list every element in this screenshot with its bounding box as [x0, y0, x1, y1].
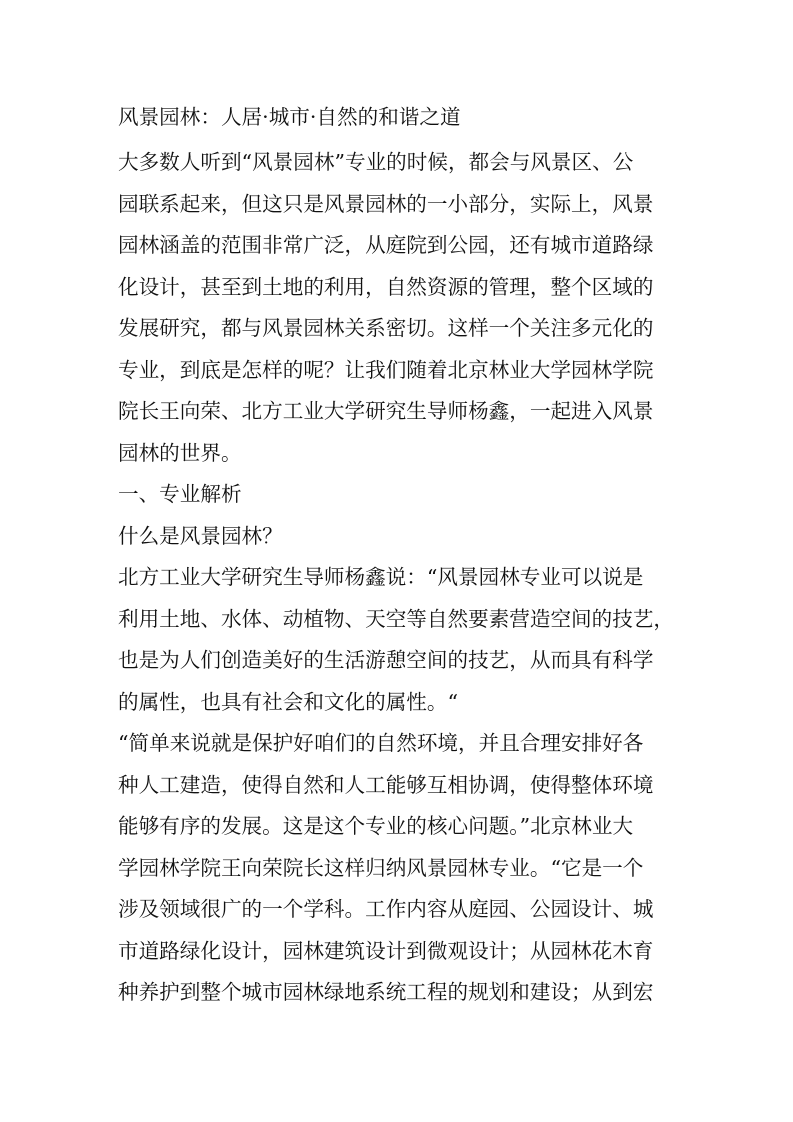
text-line: 园联系起来，但这只是风景园林的一小部分，实际上，风景 — [118, 191, 654, 216]
document-page — [118, 97, 688, 1014]
text-line: 能够有序的发展。这是这个专业的核心问题。”北京林业大 — [118, 814, 634, 838]
text-line: 专业，到底是怎样的呢？让我们随着北京林业大学园林学院 — [118, 357, 654, 382]
text-line: 院长王向荣、北方工业大学研究生导师杨鑫，一起进入风景 — [118, 399, 654, 423]
text-line: 利用土地、水体、动植物、天空等自然要素营造空间的技艺， — [118, 606, 675, 631]
quote-paragraph-1 — [118, 557, 688, 723]
subheading-question: 什么是风景园林？ — [118, 523, 283, 548]
text-line: 园林的世界。 — [118, 440, 242, 465]
intro-paragraph — [118, 142, 688, 474]
text-line: 种人工建造，使得自然和人工能够互相协调，使得整体环境 — [118, 772, 654, 797]
quote-paragraph-2 — [118, 723, 688, 1014]
text-line: 化设计，甚至到土地的利用，自然资源的管理，整个区域的 — [118, 274, 654, 299]
document-title: 风景园林：人居·城市·自然的和谐之道 — [118, 105, 461, 129]
text-line: 种养护到整个城市园林绿地系统工程的规划和建设；从到宏 — [118, 980, 654, 1004]
text-line: 发展研究，都与风景园林关系密切。这样一个关注多元化的 — [118, 316, 654, 340]
text-line: 北方工业大学研究生导师杨鑫说：“风景园林专业可以说是 — [118, 565, 644, 589]
text-line: 大多数人听到“风景园林”专业的时候，都会与风景区、公 — [118, 150, 634, 174]
text-line: “简单来说就是保护好咱们的自然环境，并且合理安排好各 — [118, 731, 644, 755]
text-line: 也是为人们创造美好的生活游憩空间的技艺，从而具有科学 — [118, 648, 654, 672]
text-line: 学园林学院王向荣院长这样归纳风景园林专业。“它是一个 — [118, 855, 644, 880]
text-line: 的属性，也具有社会和文化的属性。“ — [118, 689, 459, 714]
section-heading: 一、专业解析 — [118, 482, 242, 506]
text-line: 市道路绿化设计，园林建筑设计到微观设计；从园林花木育 — [118, 938, 654, 963]
text-line: 涉及领域很广的一个学科。工作内容从庭园、公园设计、城 — [118, 897, 654, 921]
text-line: 园林涵盖的范围非常广泛，从庭院到公园，还有城市道路绿 — [118, 233, 654, 257]
